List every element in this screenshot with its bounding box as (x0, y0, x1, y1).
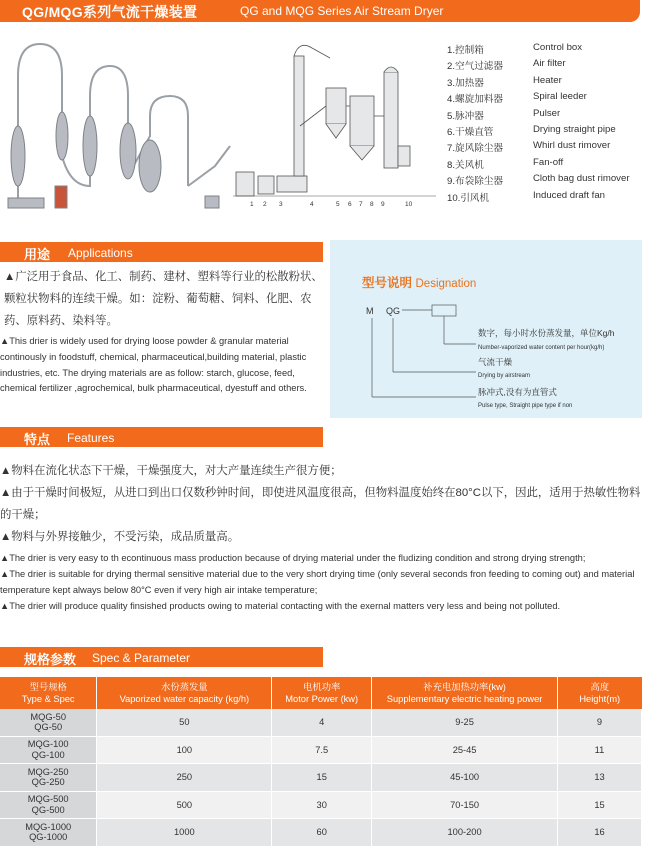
diagram-number: 3 (279, 201, 283, 208)
feature-item-cn: ▲物料在流化状态下干燥，干燥强度大，对大产量连续生产很方便； (0, 465, 342, 477)
column-header: 补充电加热功率(kw) Supplementary electric heating power (372, 677, 558, 709)
table-row: MQG-250 QG-250 250 15 45-100 13 (0, 764, 642, 792)
feature-item-cn: ▲由于干燥时间极短，从进口到出口仅数秒钟时间，即使进风温度很高，但物料温度始终在80°C以下，因此，适用于热敏性物料的干燥； (0, 487, 641, 521)
page-title-en: QG and MQG Series Air Stream Dryer (240, 4, 444, 18)
diagram-number: 4 (310, 201, 314, 208)
designation-item-cn: 数字，每小时水份蒸发量，单位Kg/h (478, 328, 615, 338)
dryer-system-diagram (0, 36, 440, 218)
features-list-cn (0, 460, 644, 548)
table-row: MQG-100 QG-100 100 7.5 25-45 11 (0, 736, 642, 764)
page-title: QG/MQG系列气流干燥装置 (22, 4, 198, 20)
legend-item: 7.旋风除尘器 Whirl dust rimover (447, 140, 611, 155)
feature-item-cn: ▲物料与外界接触少，不受污染，成品质量高。 (0, 531, 240, 543)
legend-item: 4.螺旋加料器 Spiral leeder (447, 91, 587, 106)
features-list-en (0, 550, 644, 614)
designation-item-en: Drying by airstream (478, 373, 531, 379)
diagram-number: 9 (381, 201, 385, 208)
table-row: MQG-50 QG-50 50 4 9-25 9 (0, 709, 642, 736)
legend-item: 5.脉冲器 Pulser (447, 107, 561, 122)
legend-item: 3.加热器 Heater (447, 74, 562, 89)
designation-item-en: Number-vaporized water content per hour(kg/h) (478, 345, 605, 351)
table-header-row (0, 677, 642, 709)
designation-item-en: Pulse type, Straight pipe type if non (478, 403, 573, 409)
designation-item-cn: 脉冲式,没有为直管式 (478, 387, 557, 397)
column-header: 型号规格 Type & Spec (0, 677, 97, 709)
applications-text-cn: ▲广泛用于食品、化工、制药、建材、塑料等行业的松散粉状、颗粒状物料的连续干燥。如：淀粉、葡萄糖、饲料、化肥、农药、原料药、染料等。 (4, 271, 323, 327)
diagram-number: 8 (370, 201, 374, 208)
column-header: 高度 Height(m) (558, 677, 642, 709)
legend-item: 8.关风机 Fan-off (447, 156, 564, 171)
legend-item: 6.干燥直管 Drying straight pipe (447, 123, 616, 138)
legend-item: 9.布袋除尘器 Cloth bag dust rimover (447, 173, 630, 188)
designation-item-cn: 气流干燥 (478, 357, 513, 367)
diagram-number: 6 (348, 201, 352, 208)
diagram-number: 1 (250, 201, 254, 208)
spec-table (0, 677, 642, 847)
feature-item-en: ▲The drier will produce quality finsished products owing to material contacting with the exernal matters very less and being not polluted. (0, 601, 561, 611)
diagram-number: 7 (359, 201, 363, 208)
feature-item-en: ▲The drier is suitable for drying thermal sensitive material due to the very short drying time (only several seconds fron feeding to coming out) and material temperature kept always below 80°C even if very high air intake temperature; (0, 569, 635, 595)
page-header-bar (0, 0, 640, 22)
column-header: 水份蒸发量 Vaporized water capacity (kg/h) (97, 677, 272, 709)
designation-title: 型号说明 Designation (362, 276, 477, 290)
legend-item: 2.空气过滤器 Air filter (447, 58, 566, 73)
table-row: MQG-500 QG-500 500 30 70-150 15 (0, 791, 642, 819)
table-row: MQG-1000 QG-1000 1000 60 100-200 16 (0, 819, 642, 847)
legend-item: 1.控制箱 Control box (447, 42, 583, 56)
legend-item: 10.引风机 Induced draft fan (447, 189, 606, 204)
spec-header: 规格参数 Spec & Parameter (0, 647, 323, 667)
code-m: M (366, 306, 374, 316)
feature-item-en: ▲The drier is very easy to th econtinuous mass production because of drying material under the fludizing condition and strong drying strength; (0, 553, 586, 563)
designation-diagram (360, 300, 642, 412)
component-legend (447, 40, 647, 204)
diagram-number: 10 (405, 201, 413, 208)
applications-text-en: ▲This drier is widely used for drying loose powder & granular material continously in foodstuff, chemical, pharmaceutical,building material, plastic industries, etc. The drying materials are as follow: starch, glucose, feed, chemical fertilizer ,agrochemical, bulk pharmaceutical, dyestuff and others. (0, 336, 307, 394)
features-header: 特点 Features (0, 427, 323, 447)
diagram-number: 5 (336, 201, 340, 208)
code-qg: QG (386, 306, 401, 316)
column-header: 电机功率 Motor Power (kw) (272, 677, 372, 709)
applications-header: 用途 Applications (0, 242, 323, 262)
diagram-number: 2 (263, 201, 267, 208)
